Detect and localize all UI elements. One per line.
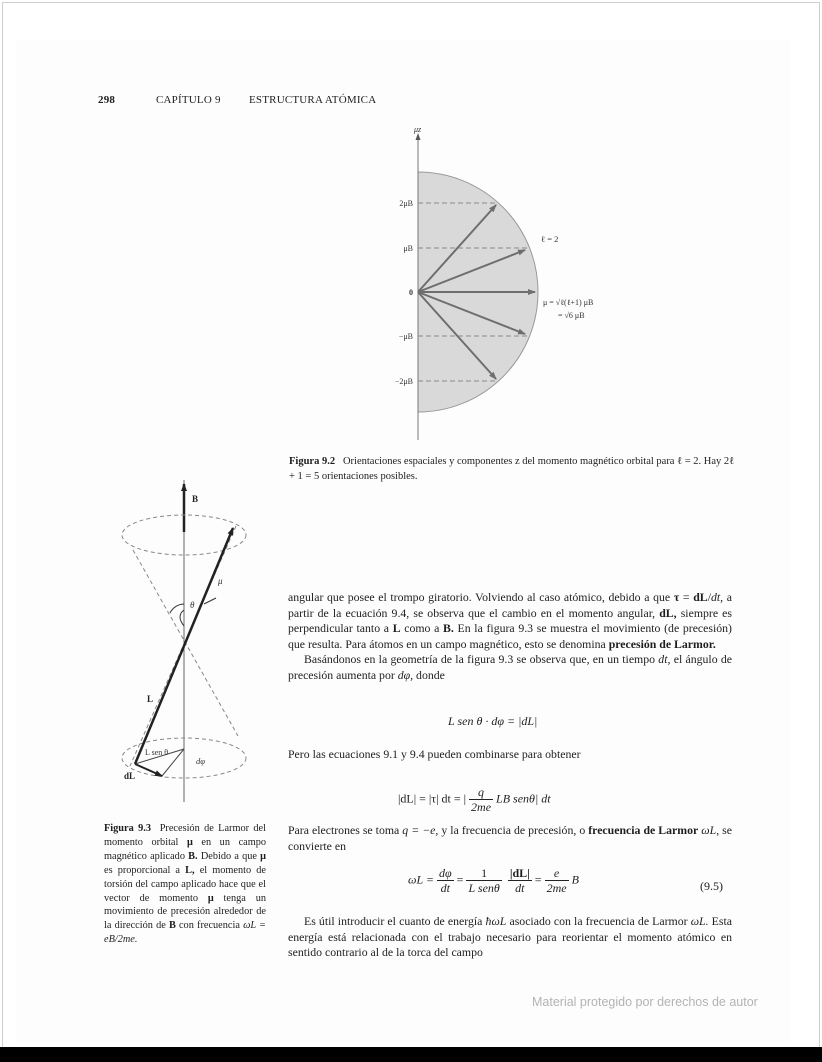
dL-label: dL [124, 771, 136, 781]
body-paragraphs-1 [288, 590, 732, 684]
figure-9-3-caption [104, 822, 266, 947]
caption-text: Debido a que [197, 850, 261, 862]
theta-label: θ [190, 600, 195, 610]
caption-text: Orientaciones espaciales y componentes z del momento magnético orbital para ℓ = 2. Hay 2ℓ + 1 = 5 orientaciones posibles. [289, 456, 735, 482]
window-border-right [819, 2, 820, 1047]
running-header [98, 94, 376, 106]
paragraph: Pero las ecuaciones 9.1 y 9.4 pueden combinarse para obtener [288, 747, 581, 761]
equation-dL: |dL| = |τ| dt = | $\frac{q}{2me}$ LB senθ| dt [398, 785, 551, 814]
equation-larmor-frequency: ωL = $\frac{d\varphi}{dt}$ = $\frac{1}{\text{L senθ}}$ $\frac{|dL|}{dt}$ = $\frac{e}{2me}$ B [408, 866, 579, 895]
caption-text: el momento de torsión del campo aplicado hace que el vector de momento [104, 864, 266, 904]
tick-neg-muB: −μB [398, 332, 413, 341]
paragraph: Basándonos en la geometría de la figura 9.3 se observa que, en un tiempo dt, el ángulo de precesión aumenta por dφ, donde [288, 652, 732, 682]
window-border-left [2, 2, 3, 1047]
paragraph: Para electrones se toma q = −e, y la frecuencia de precesión, o frecuencia de Larmor ωL, se convierte en [288, 823, 732, 853]
paragraph: Es útil introducir el cuanto de energía ħωL asociado con la frecuencia de Larmor ωL. Esta energía está relacionada con el trabajo necesario para reorientar el momento atómico en sentido contrario al de la torca del campo [288, 914, 732, 960]
body-paragraph-4 [288, 914, 732, 961]
caption-text: Precesión de Larmor del momento orbital [104, 823, 266, 848]
chapter-title: ESTRUCTURA ATÓMICA [249, 94, 377, 106]
caption-label: Figura 9.2 [289, 456, 336, 467]
paragraph: angular que posee el trompo giratorio. Volviendo al caso atómico, debido a que τ = dL/dt, a partir de la ecuación 9.4, se observa que el cambio en el momento angular, dL, siempre es perpendicular tanto a L como a B. En la figura 9.3 se muestra el movimiento (de precesión) que resulta. Para átomos en un campo magnético, esto se denomina precesión de Larmor. [288, 590, 733, 651]
mu-label: μ [218, 576, 223, 586]
figure-9-2-caption [289, 455, 739, 484]
caption-formula: ωL = eB/2me. [104, 920, 266, 946]
tick-neg-2muB: −2μB [394, 377, 413, 386]
axis-label: μz [414, 125, 422, 134]
copyright-watermark: Material protegido por derechos de autor [532, 995, 758, 1009]
caption-text: tenga un movimiento de precesión alrededor de la dirección de [104, 892, 266, 932]
tick-2muB: 2μB [399, 199, 413, 208]
dL-vector [135, 764, 162, 776]
figure-9-3-diagram [100, 470, 280, 810]
mu-formula-line1: μ = √ℓ(ℓ+1) μB [543, 298, 594, 307]
caption-L: L, [185, 864, 195, 876]
figure-9-2-diagram [350, 118, 650, 448]
tick-zero: 0 [409, 288, 413, 297]
caption-B: B [168, 920, 176, 932]
chapter-label: CAPÍTULO 9 [156, 94, 221, 106]
body-paragraph-2 [288, 747, 732, 763]
L-sen-theta-label: L sen θ [145, 748, 169, 757]
L-label: L [147, 694, 154, 704]
caption-mu: μ [186, 836, 193, 848]
page-number: 298 [98, 94, 116, 106]
l-equals-2-label: ℓ = 2 [541, 234, 559, 244]
B-label: B [192, 494, 199, 504]
caption-mu: μ [207, 892, 214, 904]
equation-number: (9.5) [700, 879, 723, 893]
tick-muB: μB [403, 244, 413, 253]
caption-B: B. [188, 850, 198, 862]
body-paragraph-3 [288, 823, 732, 854]
dphi-label: dφ [196, 756, 205, 766]
caption-mu: μ [260, 850, 267, 862]
window-border-top [2, 2, 820, 3]
caption-text: en un campo magnético aplicado [104, 836, 267, 862]
caption-text: es proporcional a [104, 864, 186, 876]
bottom-black-band [0, 1047, 822, 1062]
caption-text: con frecuencia [175, 920, 244, 932]
caption-label: Figura 9.3 [104, 823, 151, 834]
mu-formula-line2: = √6 μB [558, 311, 585, 320]
equation-L-sen-theta: L sen θ · dφ = |dL| [448, 714, 538, 728]
